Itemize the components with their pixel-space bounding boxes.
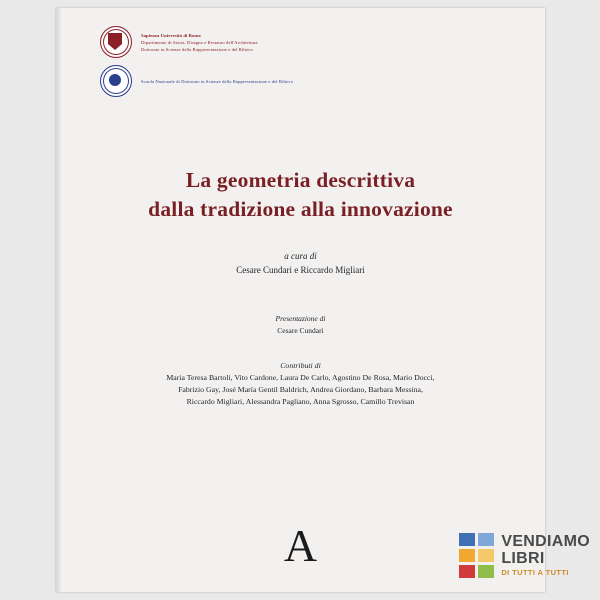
badge-bar-1 [459,533,475,546]
contributors-block [96,360,505,408]
school-line-1: Scuola Nazionale di Dottorato in Scienze della Rappresentazione e del Rilievo [141,78,294,84]
title-line-2: dalla tradizione alla innovazione [148,197,453,221]
watermark-badge [459,533,590,578]
logo-block-school [100,65,500,97]
contributors-line-1: Maria Teresa Bartoli, Vito Cardone, Laura De Carlo, Agostino De Rosa, Mario Docci, [166,373,435,382]
badge-bar-6 [478,565,494,578]
badge-bars-icon [459,533,494,578]
contributors-line-2: Fabrizio Gay, José María Gentil Baldrich, Andrea Giordano, Barbara Messina, [178,385,423,394]
book-cover [56,8,545,592]
university-logo-text [141,32,258,53]
page-title [56,166,545,224]
logo-block-university [100,26,500,58]
badge-line-1: VENDIAMO [501,533,590,551]
badge-line-3: DI TUTTI A TUTTI [501,568,569,578]
school-logo-text [141,78,293,85]
curator-block [56,249,545,277]
curator-names: Cesare Cundari e Riccardo Migliari [236,265,365,275]
badge-bar-3 [459,549,475,562]
title-line-1: La geometria descrittiva [185,168,416,192]
university-line-1: Sapienza Università di Roma [141,32,201,38]
aracne-a-mark: A [283,520,318,571]
presentation-block [56,313,545,336]
presentation-label: Presentazione di [275,314,326,323]
badge-bar-4 [478,549,494,562]
badge-bar-2 [478,533,494,546]
university-seal-icon [100,26,132,58]
school-seal-icon [100,65,132,97]
publisher-logos [100,26,500,104]
badge-line-2: LIBRI [501,550,545,568]
contributors-label: Contributi di [280,361,321,370]
presentation-name: Cesare Cundari [277,325,324,335]
badge-bar-5 [459,565,475,578]
badge-text [501,534,590,577]
contributors-line-3: Riccardo Migliari, Alessandra Pagliano, Anna Sgrosso, Camillo Trevisan [186,397,415,406]
curator-label: a cura di [284,251,317,261]
university-line-2: Dipartimento di Storia, Disegno e Restauro dell'Architettura [141,39,258,45]
university-line-3: Dottorato in Scienze della Rappresentazione e del Rilievo [141,46,253,52]
